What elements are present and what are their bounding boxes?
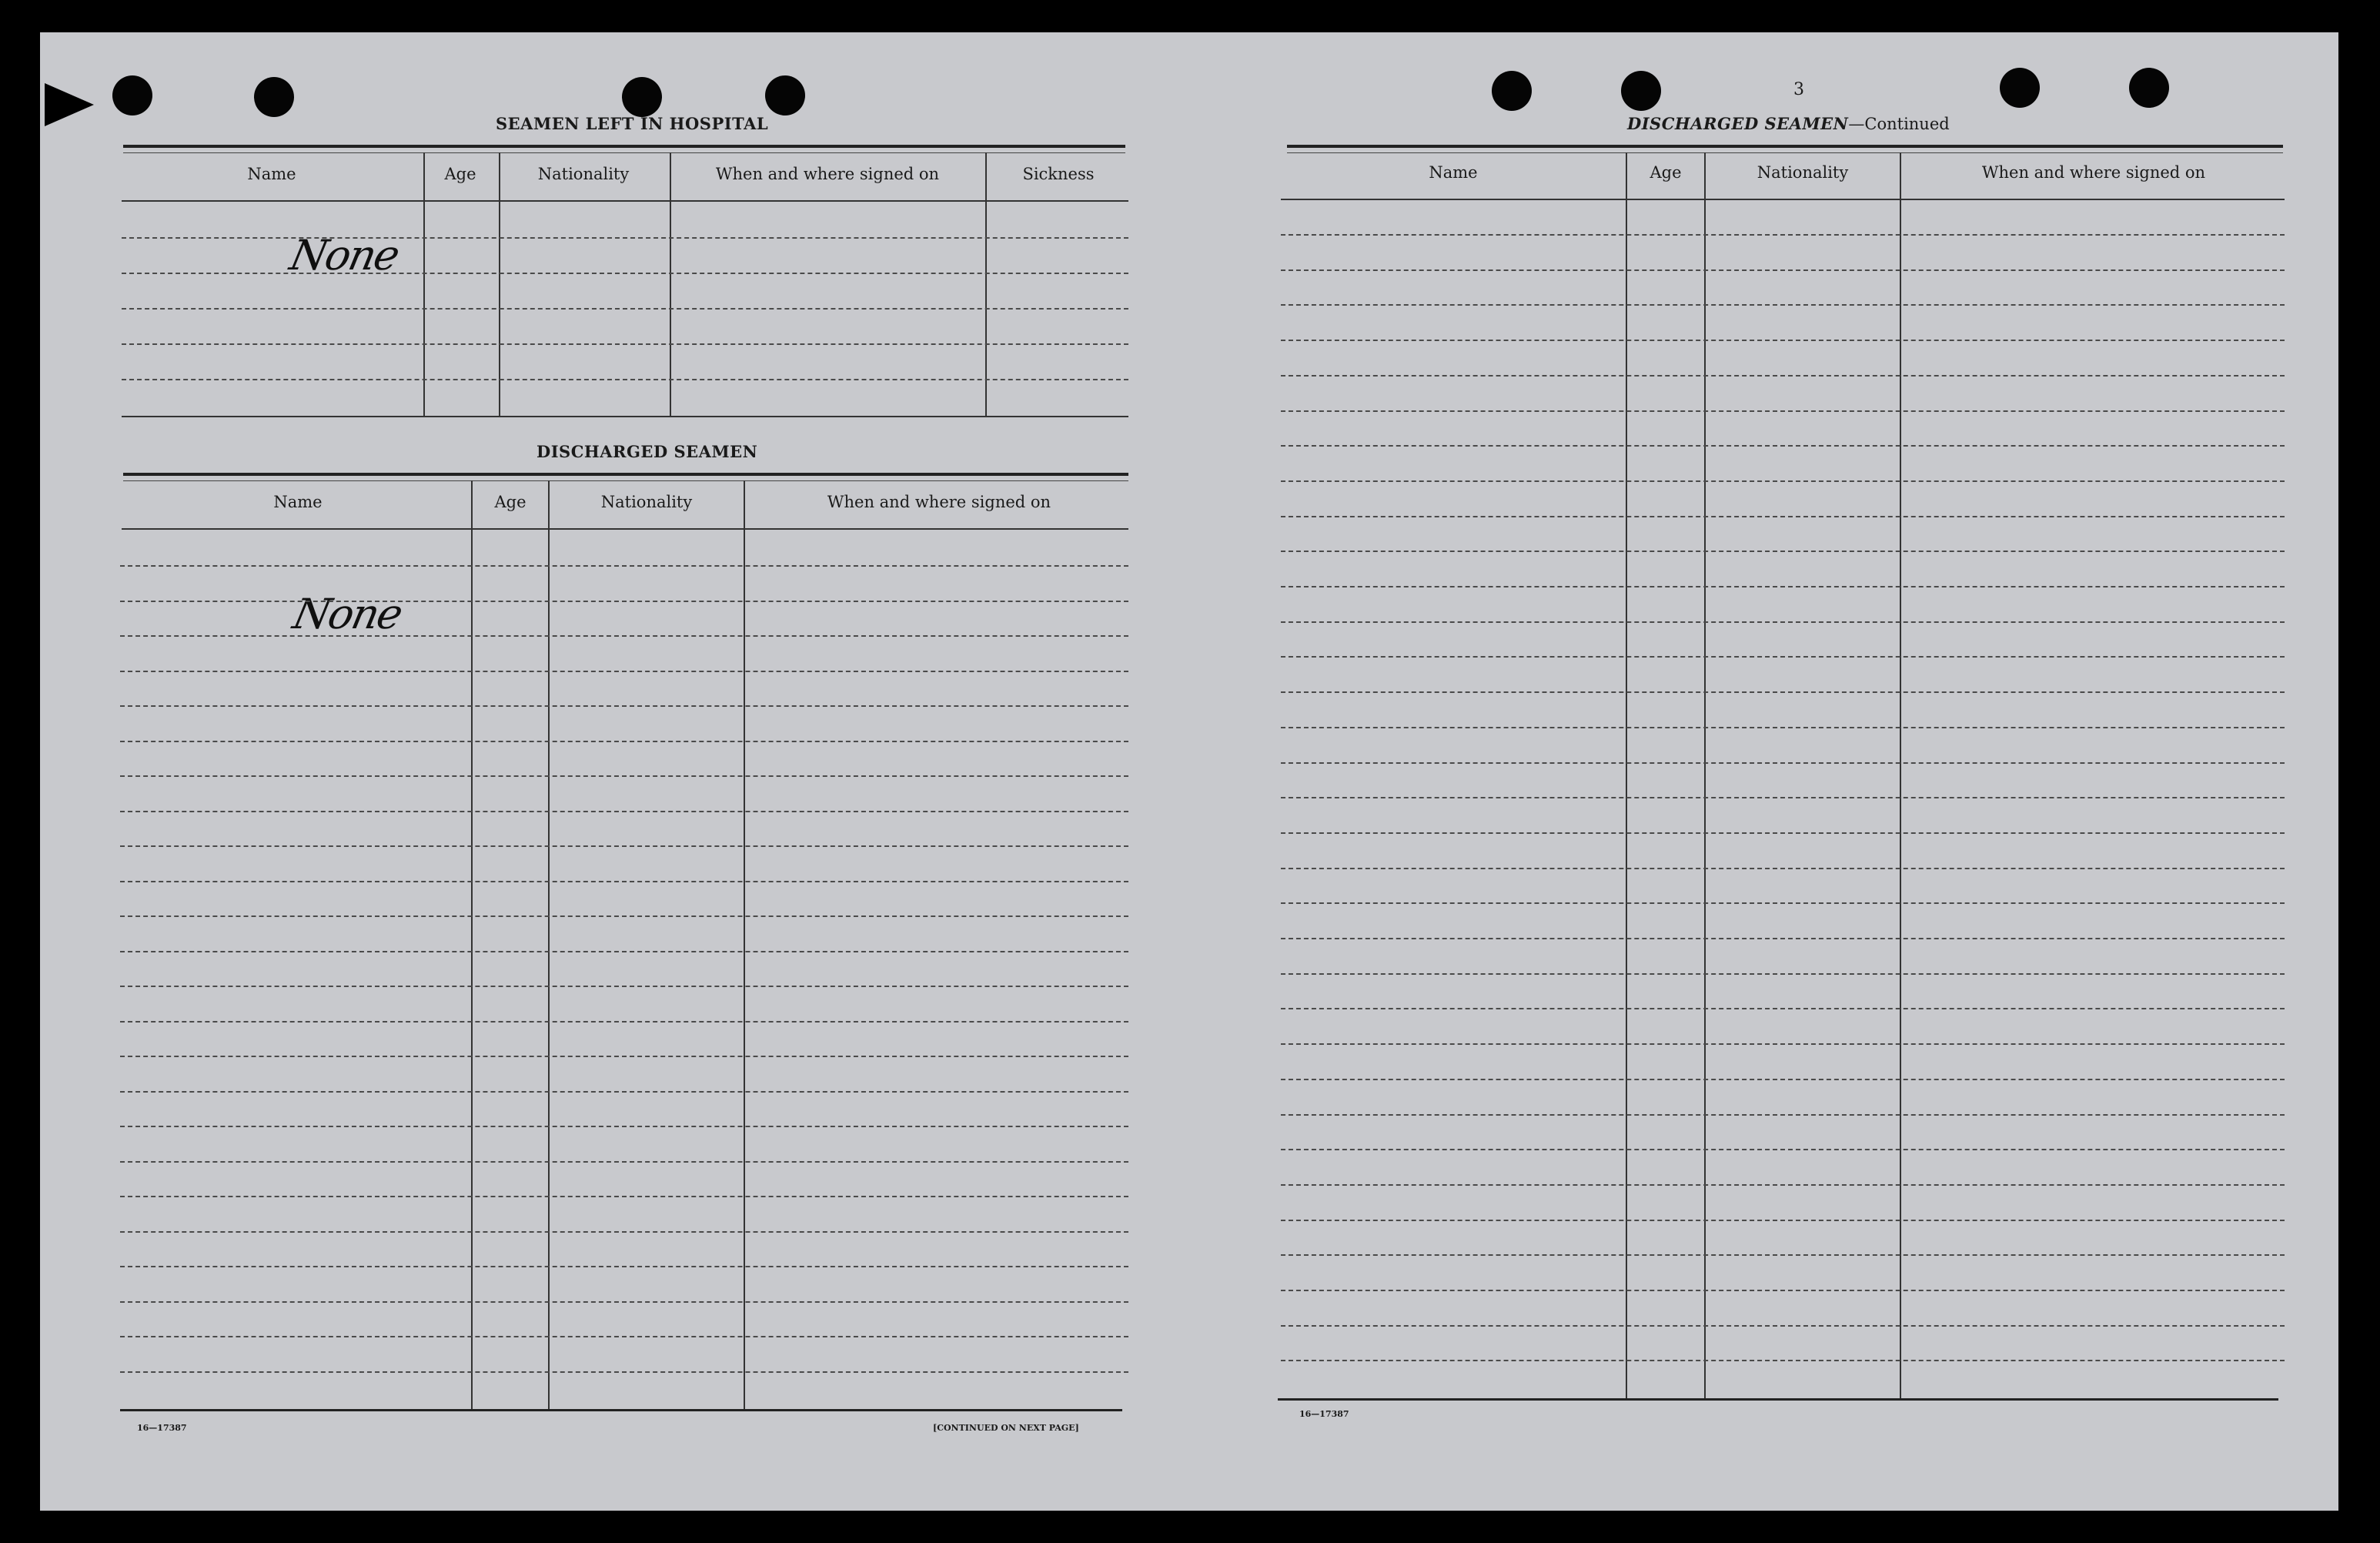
continued-header-rule <box>1281 199 2285 200</box>
continued-row-line <box>1281 797 2285 798</box>
hospital-col-divider <box>499 152 500 416</box>
hospital-row-line <box>122 343 1128 345</box>
hospital-row-line <box>122 308 1128 310</box>
continued-row-line <box>1281 234 2285 236</box>
hospital-col-divider <box>670 152 671 416</box>
page-number: 3 <box>1793 80 1804 99</box>
discharged-row-line <box>120 986 1128 987</box>
discharged-bottom-rule <box>120 1409 1122 1411</box>
discharged-row-line <box>120 1091 1128 1093</box>
continued-row-line <box>1281 340 2285 341</box>
punch-hole <box>765 75 805 115</box>
continued-row-line <box>1281 375 2285 377</box>
hospital-col-divider <box>423 152 425 416</box>
continued-col-name: Name <box>1429 163 1478 182</box>
continued-row-line <box>1281 480 2285 482</box>
hospital-top-rule-thin <box>123 152 1125 153</box>
continued-row-line <box>1281 832 2285 834</box>
discharged-row-line <box>120 741 1128 742</box>
discharged-row-line <box>120 1301 1128 1303</box>
continued-row-line <box>1281 973 2285 975</box>
hospital-row-line <box>122 273 1128 274</box>
punch-hole <box>1492 71 1532 111</box>
continued-row-line <box>1281 1325 2285 1327</box>
hospital-header-rule <box>122 200 1128 202</box>
discharged-row-line <box>120 1336 1128 1337</box>
hospital-col-signed-on: When and where signed on <box>715 165 940 183</box>
discharged-top-rule <box>123 473 1128 476</box>
continued-note: [CONTINUED ON NEXT PAGE] <box>933 1423 1079 1433</box>
discharged-row-line <box>120 1266 1128 1267</box>
continued-row-line <box>1281 1254 2285 1256</box>
continued-row-line <box>1281 1360 2285 1361</box>
hospital-col-nationality: Nationality <box>537 165 630 183</box>
continued-row-line <box>1281 868 2285 869</box>
discharged-col-age: Age <box>494 493 526 511</box>
discharged-row-line <box>120 601 1128 602</box>
continued-row-line <box>1281 1008 2285 1009</box>
continued-row-line <box>1281 551 2285 552</box>
continued-bottom-rule <box>1278 1398 2278 1401</box>
continued-row-line <box>1281 304 2285 306</box>
continued-row-line <box>1281 621 2285 623</box>
continued-row-line <box>1281 691 2285 693</box>
punch-hole <box>1621 71 1661 111</box>
continued-row-line <box>1281 762 2285 764</box>
continued-col-nationality: Nationality <box>1757 163 1849 182</box>
discharged-row-line <box>120 915 1128 917</box>
hospital-bottom-rule <box>122 416 1128 417</box>
punch-hole <box>112 75 152 115</box>
discharged-row-line <box>120 635 1128 637</box>
form-number-right: 16—17387 <box>1299 1409 1349 1419</box>
continued-top-rule-thin <box>1287 152 2283 153</box>
continued-row-line <box>1281 1184 2285 1186</box>
discharged-col-name: Name <box>273 493 323 511</box>
punch-hole <box>2129 68 2169 108</box>
discharged-handwritten-entry: None <box>289 590 406 638</box>
hospital-col-name: Name <box>247 165 296 183</box>
continued-title-suffix: —Continued <box>1848 115 1950 133</box>
continued-row-line <box>1281 586 2285 587</box>
continued-row-line <box>1281 1290 2285 1291</box>
punch-hole <box>622 77 662 117</box>
continued-row-line <box>1281 410 2285 412</box>
discharged-row-line <box>120 881 1128 882</box>
continued-row-line <box>1281 1079 2285 1080</box>
continued-col-signed-on: When and where signed on <box>1981 163 2206 182</box>
continued-title-main: DISCHARGED SEAMEN <box>1627 114 1849 133</box>
torn-corner <box>45 83 94 126</box>
continued-top-rule <box>1287 145 2283 148</box>
form-number-left: 16—17387 <box>137 1423 187 1433</box>
hospital-col-age: Age <box>444 165 476 183</box>
hospital-col-divider <box>985 152 987 416</box>
discharged-row-line <box>120 705 1128 707</box>
hospital-row-line <box>122 237 1128 239</box>
discharged-col-signed-on: When and where signed on <box>827 493 1051 511</box>
discharged-row-line <box>120 1371 1128 1373</box>
discharged-col-divider <box>744 480 745 1409</box>
continued-col-age: Age <box>1650 163 1682 182</box>
hospital-top-rule <box>123 145 1125 148</box>
discharged-row-line <box>120 1161 1128 1163</box>
discharged-row-line <box>120 775 1128 777</box>
discharged-row-line <box>120 811 1128 812</box>
discharged-row-line <box>120 1196 1128 1197</box>
punch-hole <box>254 77 294 117</box>
continued-row-line <box>1281 516 2285 517</box>
discharged-col-divider <box>548 480 550 1409</box>
hospital-col-sickness: Sickness <box>1022 165 1095 183</box>
discharged-row-line <box>120 1021 1128 1023</box>
continued-row-line <box>1281 1043 2285 1045</box>
discharged-col-nationality: Nationality <box>600 493 693 511</box>
continued-row-line <box>1281 1149 2285 1150</box>
continued-row-line <box>1281 727 2285 728</box>
continued-row-line <box>1281 1220 2285 1221</box>
discharged-row-line <box>120 1056 1128 1057</box>
discharged-row-line <box>120 845 1128 847</box>
continued-row-line <box>1281 902 2285 904</box>
hospital-section-title: SEAMEN LEFT IN HOSPITAL <box>496 114 769 133</box>
discharged-row-line <box>120 951 1128 952</box>
discharged-row-line <box>120 1231 1128 1233</box>
discharged-section-title: DISCHARGED SEAMEN <box>537 442 758 461</box>
discharged-row-line <box>120 565 1128 567</box>
continued-row-line <box>1281 269 2285 271</box>
hospital-handwritten-entry: None <box>286 231 403 279</box>
continued-row-line <box>1281 938 2285 939</box>
discharged-row-line <box>120 1126 1128 1127</box>
discharged-col-divider <box>471 480 473 1409</box>
continued-row-line <box>1281 1114 2285 1116</box>
continued-row-line <box>1281 656 2285 658</box>
hospital-row-line <box>122 379 1128 380</box>
punch-hole <box>2000 68 2040 108</box>
discharged-row-line <box>120 671 1128 672</box>
discharged-top-rule-thin <box>123 480 1128 481</box>
continued-section-title <box>1627 114 1950 133</box>
discharged-header-rule <box>122 528 1128 530</box>
continued-row-line <box>1281 445 2285 447</box>
